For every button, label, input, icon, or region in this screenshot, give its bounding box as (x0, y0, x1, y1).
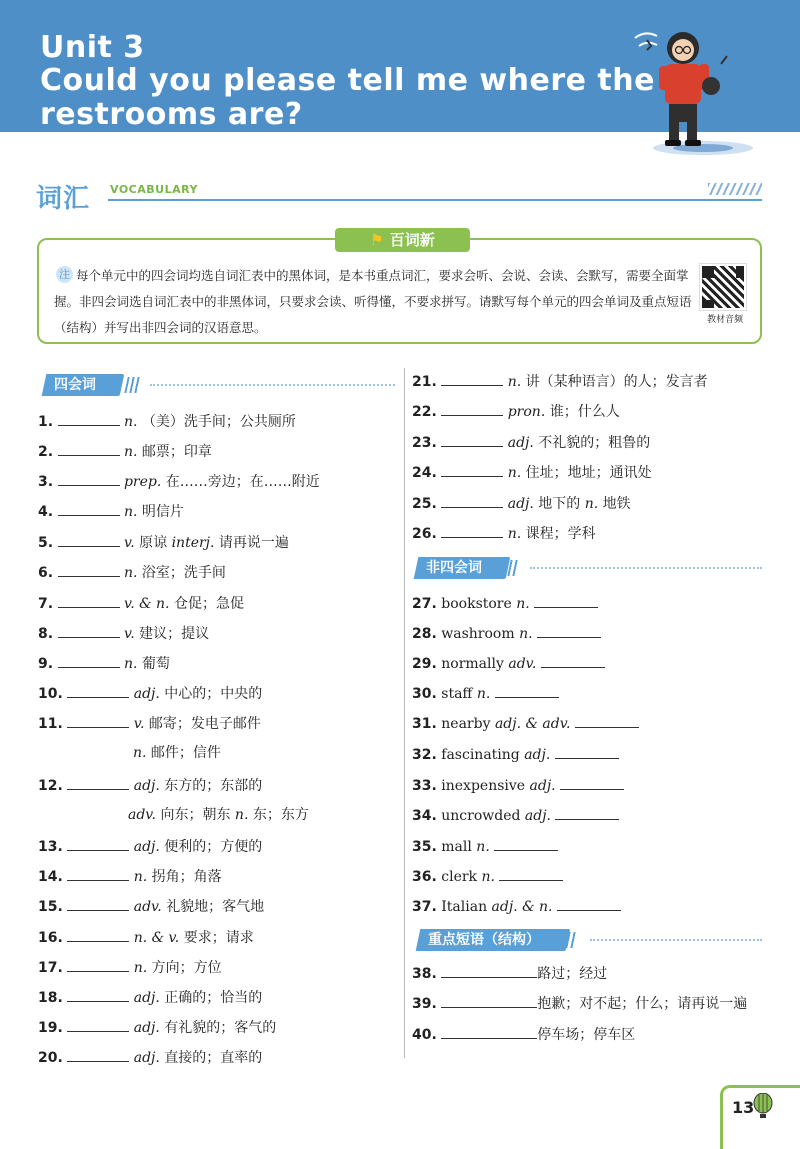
vocab-item (412, 402, 620, 421)
item-number: 18. (38, 990, 63, 1006)
part-of-speech: n. (516, 596, 530, 612)
meaning: 地铁 (602, 496, 631, 512)
answer-blank[interactable] (67, 897, 129, 911)
meaning: 邮寄；发电子邮件 (148, 716, 261, 732)
meaning: （美）洗手间；公共厕所 (141, 414, 296, 430)
dashed-divider (478, 239, 668, 240)
meaning: 礼貌地；客气地 (166, 899, 265, 915)
item-number: 17. (38, 960, 63, 976)
answer-blank[interactable] (67, 867, 129, 881)
answer-blank[interactable] (441, 994, 537, 1008)
meaning: 浴室；洗手间 (141, 565, 226, 581)
phrase-item (412, 964, 607, 983)
item-number: 33. (412, 778, 437, 794)
item-number: 8. (38, 626, 54, 642)
vocab-item (412, 867, 563, 886)
item-number: 23. (412, 435, 437, 451)
answer-blank[interactable] (67, 837, 129, 851)
vocab-item (38, 837, 262, 856)
part-of-speech: n. (507, 374, 522, 390)
part-of-speech: n. (133, 960, 148, 976)
vocab-item (412, 524, 596, 543)
part-of-speech: n. (123, 656, 138, 672)
vocab-item (412, 494, 631, 513)
item-number: 5. (38, 535, 54, 551)
part-of-speech: n. (507, 465, 522, 481)
part-of-speech: adv. (128, 807, 157, 823)
part-of-speech: adj. (507, 435, 534, 451)
item-number: 14. (38, 869, 63, 885)
answer-blank[interactable] (67, 684, 129, 698)
item-number: 6. (38, 565, 54, 581)
dotted-line (150, 384, 395, 386)
answer-blank[interactable] (58, 563, 120, 577)
part-of-speech: n. (123, 444, 138, 460)
part-of-speech: adj. (133, 839, 160, 855)
vocab-item (412, 654, 605, 673)
part-of-speech: n. (123, 565, 138, 581)
dashed-divider (47, 239, 329, 240)
vocab-item (38, 563, 226, 582)
item-number: 37. (412, 899, 437, 915)
meaning: 直接的；直率的 (164, 1050, 263, 1066)
answer-blank[interactable] (58, 502, 120, 516)
part-of-speech: adj. & adv. (494, 716, 571, 732)
meaning: 在……旁边；在……附近 (165, 474, 320, 490)
vocab-item (38, 502, 184, 521)
vocab-item (38, 594, 244, 613)
answer-blank[interactable] (441, 463, 503, 477)
section-header-nonfour (414, 557, 511, 579)
vocab-item (38, 1018, 276, 1037)
meaning: 讲（某种语言）的人；发言者 (525, 374, 708, 390)
meaning: 便利的；方便的 (164, 839, 263, 855)
balloon-icon (752, 1093, 774, 1119)
bars-decoration (502, 560, 519, 576)
item-number: 9. (38, 656, 54, 672)
vocabulary-badge: 词汇 (36, 184, 91, 214)
section-tab (335, 228, 470, 252)
english-word: washroom (441, 626, 515, 642)
item-number: 11. (38, 716, 63, 732)
answer-blank[interactable] (67, 776, 129, 790)
part-of-speech: v. (133, 716, 145, 732)
vocab-item (38, 412, 296, 431)
answer-blank[interactable] (441, 402, 503, 416)
item-number: 13. (38, 839, 63, 855)
item-number: 1. (38, 414, 54, 430)
answer-blank[interactable] (58, 533, 120, 547)
vocabulary-rule (108, 199, 762, 201)
part-of-speech: n. (476, 839, 490, 855)
english-word: nearby (441, 716, 491, 732)
item-number: 24. (412, 465, 437, 481)
answer-blank[interactable] (58, 594, 120, 608)
meaning: 停车场；停车区 (537, 1027, 636, 1043)
answer-blank[interactable] (58, 624, 120, 638)
part-of-speech: n. (507, 526, 522, 542)
answer-blank[interactable] (555, 806, 619, 820)
meaning: 抱歉；对不起；什么；请再说一遍 (537, 996, 748, 1012)
vocab-item (38, 867, 222, 886)
part-of-speech: n. (234, 807, 249, 823)
item-number: 15. (38, 899, 63, 915)
vocab-item (412, 463, 652, 482)
english-word: inexpensive (441, 778, 526, 794)
item-number: 38. (412, 966, 437, 982)
meaning: 拐角；角落 (151, 869, 222, 885)
vocab-item (412, 745, 619, 764)
section-header-phrases-label: 重点短语（结构） (428, 932, 540, 948)
meaning: 住址；地址；通讯处 (525, 465, 652, 481)
meaning: 原谅 (139, 535, 168, 551)
answer-blank[interactable] (495, 684, 559, 698)
vocab-item (412, 837, 558, 856)
answer-blank[interactable] (557, 897, 621, 911)
qr-code-icon[interactable] (700, 264, 746, 310)
part-of-speech: adj. (133, 990, 160, 1006)
part-of-speech: n. (476, 686, 491, 702)
meaning: 有礼貌的；客气的 (164, 1020, 277, 1036)
meaning: 课程；学科 (525, 526, 596, 542)
part-of-speech: n. (584, 496, 599, 512)
vocab-item-continued (128, 806, 309, 824)
meaning: 仓促；急促 (173, 596, 244, 612)
item-number: 29. (412, 656, 437, 672)
meaning: 谁；什么人 (549, 404, 620, 420)
meaning: 路过；经过 (537, 966, 608, 982)
meaning: 地下的 (538, 496, 581, 512)
meaning: 请再说一遍 (218, 535, 289, 551)
part-of-speech: n. (519, 626, 533, 642)
part-of-speech: n. (133, 869, 148, 885)
item-number: 39. (412, 996, 437, 1012)
vocab-item (38, 684, 262, 703)
meaning: 向东；朝东 (160, 807, 231, 823)
item-number: 40. (412, 1027, 437, 1043)
english-word: mall (441, 839, 472, 855)
section-header-phrases (416, 929, 571, 951)
english-word: staff (441, 686, 473, 702)
unit-title-line-2: restrooms are? (40, 97, 303, 132)
part-of-speech: v. & n. (123, 596, 170, 612)
arrow-icon: ⚑ (370, 231, 384, 249)
meaning: 邮件；信件 (150, 745, 221, 761)
vocab-item (38, 533, 289, 552)
item-number: 16. (38, 930, 63, 946)
item-number: 35. (412, 839, 437, 855)
answer-blank[interactable] (58, 412, 120, 426)
item-number: 36. (412, 869, 437, 885)
meaning: 方向；方位 (151, 960, 222, 976)
meaning: 要求；请求 (183, 930, 254, 946)
item-number: 28. (412, 626, 437, 642)
part-of-speech: adv. (508, 656, 537, 672)
vocab-item (38, 928, 254, 947)
page-number: 13 (732, 1098, 755, 1117)
vocab-item (38, 958, 222, 977)
part-of-speech: n. (481, 869, 495, 885)
section-header-four (42, 374, 125, 396)
bars-decoration (124, 377, 141, 393)
answer-blank[interactable] (441, 524, 503, 538)
part-of-speech: n. (123, 504, 138, 520)
answer-blank[interactable] (67, 714, 129, 728)
answer-blank[interactable] (67, 988, 129, 1002)
answer-blank[interactable] (58, 654, 120, 668)
unit-title-line-1: Could you please tell me where the (40, 63, 655, 98)
answer-blank[interactable] (555, 745, 619, 759)
english-word: bookstore (441, 596, 512, 612)
item-number: 20. (38, 1050, 63, 1066)
part-of-speech: n. (123, 414, 138, 430)
vocab-item (412, 897, 621, 916)
unit-number: Unit 3 (40, 30, 145, 65)
vocab-item (412, 372, 708, 391)
item-number: 10. (38, 686, 63, 702)
answer-blank[interactable] (58, 472, 120, 486)
item-number: 26. (412, 526, 437, 542)
meaning: 建议；提议 (139, 626, 210, 642)
part-of-speech: interj. (171, 535, 215, 551)
part-of-speech: pron. (507, 404, 546, 420)
section-header-four-label: 四会词 (54, 377, 96, 393)
meaning: 中心的；中央的 (164, 686, 263, 702)
answer-blank[interactable] (441, 494, 503, 508)
item-number: 30. (412, 686, 437, 702)
meaning: 葡萄 (141, 656, 170, 672)
cartoon-girl-illustration (625, 20, 765, 160)
vocab-item (38, 472, 320, 491)
item-number: 32. (412, 747, 437, 763)
qr-label: 教材音频 (706, 315, 743, 325)
answer-blank[interactable] (560, 776, 624, 790)
answer-blank[interactable] (541, 654, 605, 668)
meaning: 正确的；恰当的 (164, 990, 263, 1006)
english-word: fascinating (441, 747, 520, 763)
answer-blank[interactable] (575, 714, 639, 728)
answer-blank[interactable] (67, 1018, 129, 1032)
vocab-item (412, 714, 639, 733)
part-of-speech: v. (123, 535, 135, 551)
vocabulary-label: VOCABULARY (110, 183, 198, 196)
vocab-item (412, 684, 559, 703)
item-number: 3. (38, 474, 54, 490)
item-number: 22. (412, 404, 437, 420)
item-number: 25. (412, 496, 437, 512)
part-of-speech: adj. (529, 778, 556, 794)
english-word: uncrowded (441, 808, 521, 824)
meaning: 邮票；印章 (141, 444, 212, 460)
answer-blank[interactable] (67, 928, 129, 942)
part-of-speech: adj. & n. (491, 899, 553, 915)
part-of-speech: adj. (133, 1050, 160, 1066)
item-number: 21. (412, 374, 437, 390)
bars-decoration (560, 932, 577, 948)
section-header-nonfour-label: 非四会词 (426, 560, 482, 576)
english-word: clerk (441, 869, 478, 885)
item-number: 34. (412, 808, 437, 824)
answer-blank[interactable] (58, 442, 120, 456)
vocab-item (412, 433, 650, 452)
dotted-line (530, 567, 762, 569)
vocab-item (412, 776, 624, 795)
item-number: 12. (38, 778, 63, 794)
part-of-speech: adj. (524, 747, 551, 763)
vocab-item (38, 897, 264, 916)
answer-blank[interactable] (499, 867, 563, 881)
item-number: 27. (412, 596, 437, 612)
answer-blank[interactable] (494, 837, 558, 851)
part-of-speech: n. & v. (133, 930, 180, 946)
dotted-line (590, 939, 762, 941)
section-tab-label: 百词新 (389, 231, 435, 249)
part-of-speech: adv. (133, 899, 162, 915)
part-of-speech: adj. (524, 808, 552, 824)
answer-blank[interactable] (441, 1025, 537, 1039)
vocab-item (412, 806, 619, 825)
answer-blank[interactable] (441, 964, 537, 978)
vocab-item (38, 654, 170, 673)
part-of-speech: adj. (133, 778, 160, 794)
item-number: 4. (38, 504, 54, 520)
part-of-speech: n. (133, 745, 147, 761)
phrase-item (412, 1025, 635, 1044)
part-of-speech: adj. (133, 686, 160, 702)
column-divider (404, 368, 405, 1058)
vocab-item (412, 594, 598, 613)
meaning: 不礼貌的；粗鲁的 (538, 435, 651, 451)
part-of-speech: adj. (507, 496, 534, 512)
part-of-speech: prep. (123, 474, 162, 490)
vocab-item (412, 624, 601, 643)
english-word: normally (441, 656, 504, 672)
hatch-decoration (708, 183, 762, 195)
vocab-item (38, 988, 262, 1007)
answer-blank[interactable] (67, 1048, 129, 1062)
answer-blank[interactable] (67, 958, 129, 972)
vocab-item (38, 714, 261, 733)
vocab-item (38, 1048, 262, 1067)
meaning: 明信片 (141, 504, 184, 520)
part-of-speech: adj. (133, 1020, 160, 1036)
answer-blank[interactable] (441, 433, 503, 447)
meaning: 东方的；东部的 (164, 778, 263, 794)
meaning: 东；东方 (252, 807, 309, 823)
item-number: 19. (38, 1020, 63, 1036)
item-number: 7. (38, 596, 54, 612)
part-of-speech: v. (123, 626, 135, 642)
vocab-item (38, 442, 212, 461)
phrase-item (412, 994, 747, 1013)
vocab-item (38, 624, 209, 643)
vocab-item-continued (133, 744, 221, 762)
english-word: Italian (441, 899, 488, 915)
instruction-text: 每个单元中的四会词均选自词汇表中的黑体词，是本书重点词汇，要求会听、会说、会读、会默写，需要全面掌握。非四会词选自词汇表中的非黑体词，只要求会读、听得懂，不要求拼写。请默写每个单元的四会单词及重点短语（结构）并写出非四会词的汉语意思。 (54, 268, 692, 335)
item-number: 31. (412, 716, 437, 732)
answer-blank[interactable] (537, 624, 601, 638)
note-icon: 注 (56, 266, 73, 283)
item-number: 2. (38, 444, 54, 460)
vocab-item (38, 776, 262, 795)
answer-blank[interactable] (534, 594, 598, 608)
answer-blank[interactable] (441, 372, 503, 386)
